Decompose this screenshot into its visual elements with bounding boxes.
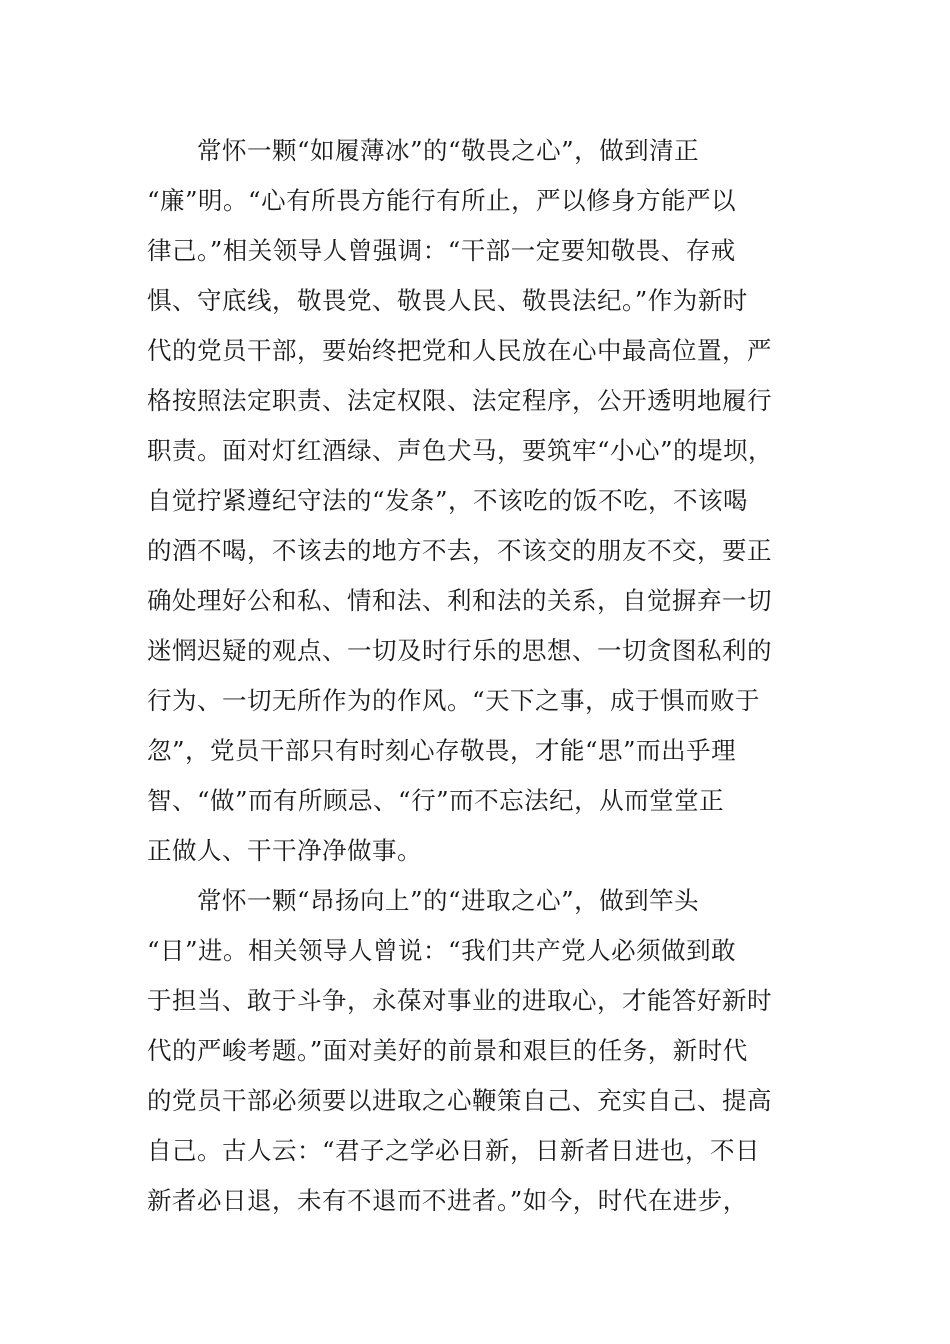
text-line: 新者必日退，未有不退而不进者。”如今，时代在进步， [147,1186,748,1215]
text-line: 迷惘迟疑的观点、一切及时行乐的思想、一切贪图私利的 [147,636,772,665]
text-line: 确处理好公和私、情和法、利和法的关系，自觉摒弃一切 [147,586,772,615]
text-line: 于担当、敢于斗争，永葆对事业的进取心，才能答好新时 [147,986,772,1015]
text-line: 自己。古人云：“君子之学必日新，日新者日进也，不日 [147,1136,761,1165]
text-line: 的党员干部必须要以进取之心鞭策自己、充实自己、提高 [147,1086,772,1115]
paragraph-1 [147,126,807,876]
text-line: 代的严峻考题。”面对美好的前景和艰巨的任务，新时代 [147,1036,748,1065]
text-line: 惧、守底线，敬畏党、敬畏人民、敬畏法纪。”作为新时 [147,286,748,315]
paragraph-2 [147,876,807,1226]
text-line: 代的党员干部，要始终把党和人民放在心中最高位置，严 [147,336,772,365]
text-line: 常怀一颗“昂扬向上”的“进取之心”，做到竿头 [147,886,700,915]
text-line: 格按照法定职责、法定权限、法定程序，公开透明地履行 [147,386,772,415]
text-line: 常怀一颗“如履薄冰”的“敬畏之心”，做到清正 [147,136,700,165]
text-line: 忽”，党员干部只有时刻心存敬畏，才能“思”而出乎理 [147,736,737,765]
text-line: “日”进。相关领导人曾说：“我们共产党人必须做到敢 [147,936,737,965]
text-line: 职责。面对灯红酒绿、声色犬马，要筑牢“小心”的堤坝， [147,436,774,465]
text-line: 行为、一切无所作为的作风。“天下之事，成于惧而败于 [147,686,761,715]
text-line: 律己。”相关领导人曾强调：“干部一定要知敬畏、存戒 [147,236,736,265]
document-body [147,126,807,1226]
text-line: 正做人、干干净净做事。 [147,836,422,865]
text-line: 自觉拧紧遵纪守法的“发条”，不该吃的饭不吃，不该喝 [147,486,749,515]
text-line: “廉”明。“心有所畏方能行有所止，严以修身方能严以 [147,186,737,215]
text-line: 的酒不喝，不该去的地方不去，不该交的朋友不交，要正 [147,536,772,565]
text-line: 智、“做”而有所顾忌、“行”而不忘法纪，从而堂堂正 [147,786,725,815]
